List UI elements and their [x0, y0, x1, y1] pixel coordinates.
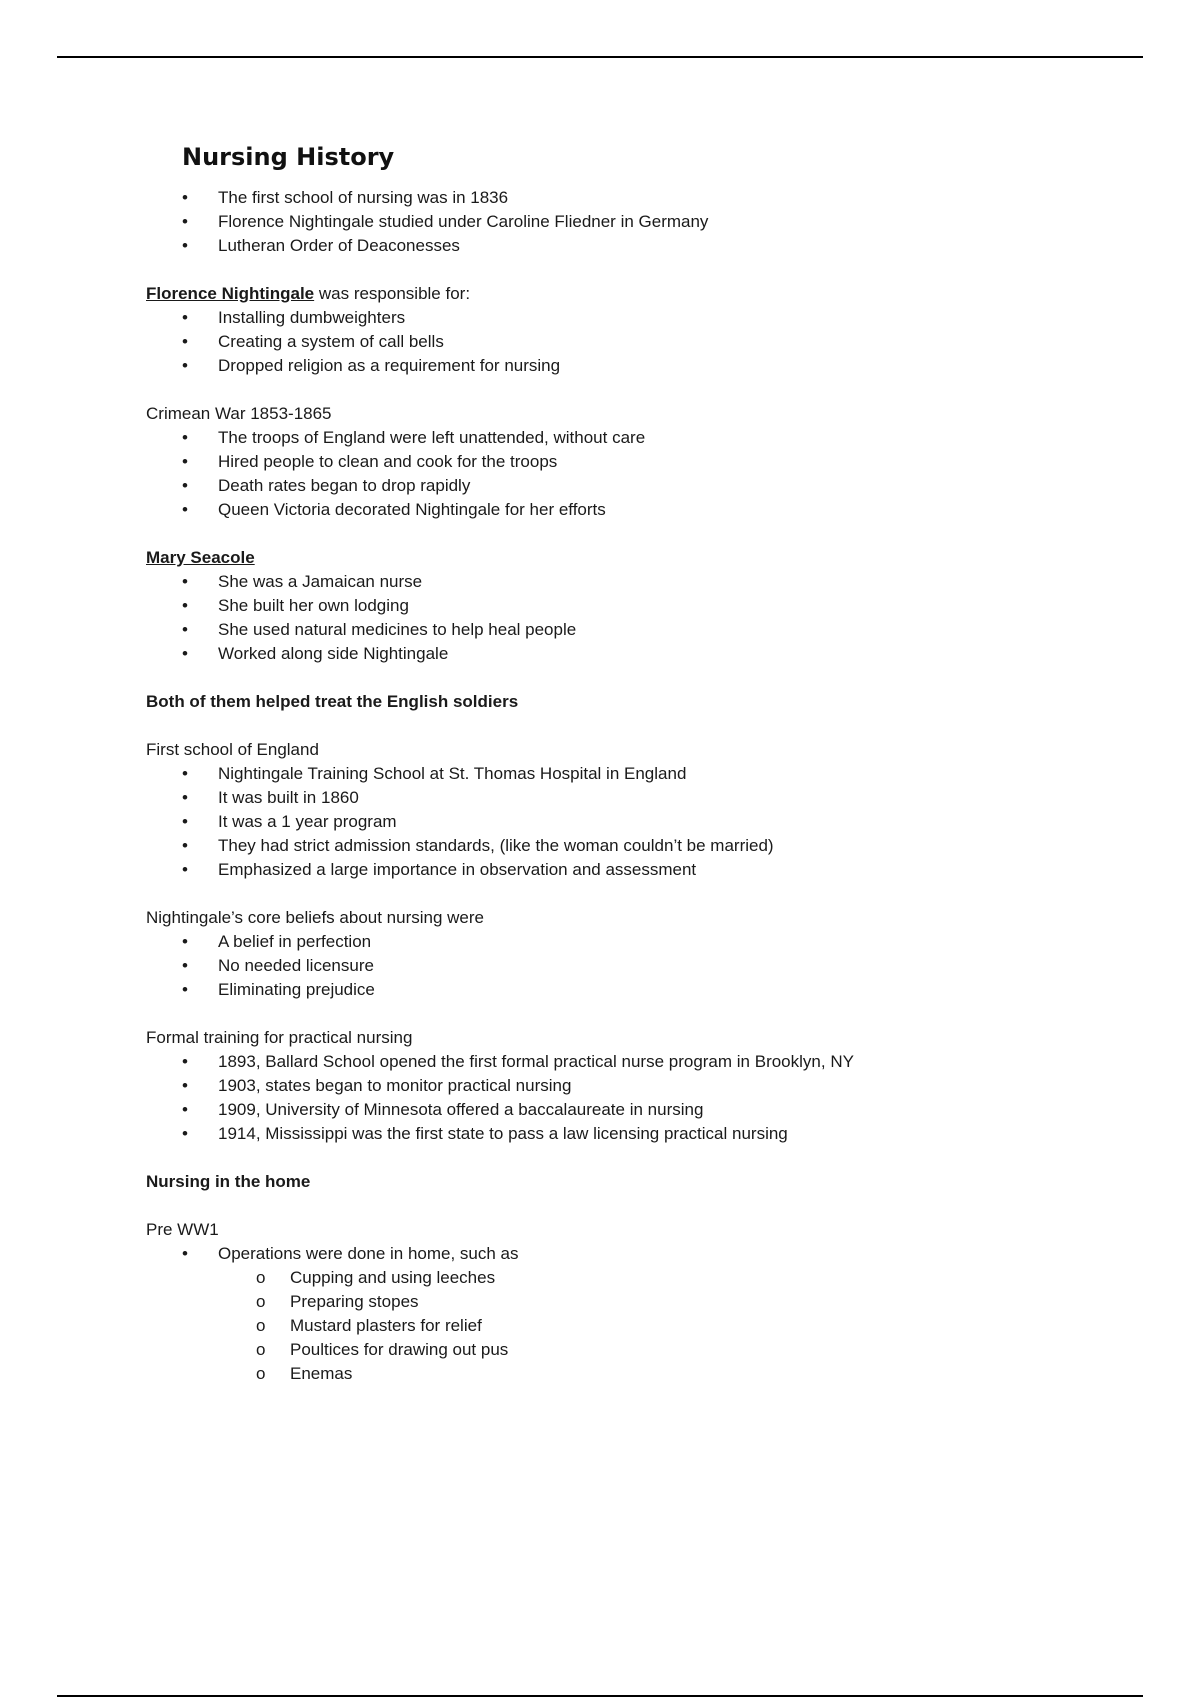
list-item: • Queen Victoria decorated Nightingale for her efforts [146, 498, 1146, 522]
header-rule [57, 56, 1143, 58]
list-item: • Dropped religion as a requirement for nursing [146, 354, 1146, 378]
list-item: • Eliminating prejudice [146, 978, 1146, 1002]
page-title: Nursing History [182, 143, 395, 171]
heading-rest: was responsible for: [314, 284, 471, 303]
list-item: • 1909, University of Minnesota offered a baccalaureate in nursing [146, 1098, 1146, 1122]
list-item: • Lutheran Order of Deaconesses [146, 234, 1146, 258]
section-heading: Pre WW1 [146, 1220, 219, 1239]
sub-list-item: o Poultices for drawing out pus [146, 1338, 1146, 1362]
first-school-list [146, 762, 1146, 882]
nightingale-name: Florence Nightingale [146, 284, 315, 303]
list-item: • Installing dumbweighters [146, 306, 1146, 330]
home-heading-section [146, 1170, 1146, 1194]
list-item: • A belief in perfection [146, 930, 1146, 954]
formal-training-section [146, 1026, 1146, 1146]
crimean-section [146, 402, 1146, 522]
sub-list-item: o Mustard plasters for relief [146, 1314, 1146, 1338]
section-heading: First school of England [146, 740, 319, 759]
intro-section [146, 186, 1146, 258]
formal-training-list [146, 1050, 1146, 1146]
list-item: • Florence Nightingale studied under Caroline Fliedner in Germany [146, 210, 1146, 234]
section-heading: Formal training for practical nursing [146, 1028, 413, 1047]
list-item: • Nightingale Training School at St. Thomas Hospital in England [146, 762, 1146, 786]
document-body [146, 140, 1146, 1386]
section-heading: Nightingale’s core beliefs about nursing were [146, 908, 484, 927]
list-item: • No needed licensure [146, 954, 1146, 978]
list-item: • Creating a system of call bells [146, 330, 1146, 354]
bold-statement: Both of them helped treat the English soldiers [146, 692, 519, 711]
first-school-section [146, 738, 1146, 882]
seacole-section [146, 546, 1146, 666]
beliefs-list [146, 930, 1146, 1002]
list-item: • Hired people to clean and cook for the troops [146, 450, 1146, 474]
list-item: • Emphasized a large importance in observation and assessment [146, 858, 1146, 882]
section-heading: Crimean War 1853-1865 [146, 404, 332, 423]
list-item: • Death rates began to drop rapidly [146, 474, 1146, 498]
list-item: • 1893, Ballard School opened the first formal practical nurse program in Brooklyn, NY [146, 1050, 1146, 1074]
list-item: • Worked along side Nightingale [146, 642, 1146, 666]
section-heading [146, 282, 1146, 306]
pre-ww1-sublist [146, 1266, 1146, 1386]
list-item: • She used natural medicines to help heal people [146, 618, 1146, 642]
sub-list-item: o Enemas [146, 1362, 1146, 1386]
both-section [146, 690, 1146, 714]
list-item: • She built her own lodging [146, 594, 1146, 618]
list-item [146, 1242, 1146, 1266]
sub-list-item: o Preparing stopes [146, 1290, 1146, 1314]
sub-list-item: o Cupping and using leeches [146, 1266, 1146, 1290]
list-item: • It was a 1 year program [146, 810, 1146, 834]
list-item: • The first school of nursing was in 1836 [146, 186, 1146, 210]
pre-ww1-section [146, 1218, 1146, 1386]
crimean-list [146, 426, 1146, 522]
nightingale-list [146, 306, 1146, 378]
section-heading: Nursing in the home [146, 1172, 311, 1191]
section-heading: Mary Seacole [146, 548, 255, 567]
pre-ww1-list [146, 1242, 1146, 1266]
list-item: • 1914, Mississippi was the first state to pass a law licensing practical nursing [146, 1122, 1146, 1146]
list-item: • It was built in 1860 [146, 786, 1146, 810]
footer-rule [57, 1695, 1143, 1697]
list-item: • She was a Jamaican nurse [146, 570, 1146, 594]
nightingale-section [146, 282, 1146, 378]
list-item-text: Operations were done in home, such as [218, 1244, 519, 1263]
list-item: • 1903, states began to monitor practical nursing [146, 1074, 1146, 1098]
beliefs-section [146, 906, 1146, 1002]
intro-list [146, 186, 1146, 258]
list-item: • The troops of England were left unattended, without care [146, 426, 1146, 450]
list-item: • They had strict admission standards, (like the woman couldn’t be married) [146, 834, 1146, 858]
seacole-list [146, 570, 1146, 666]
